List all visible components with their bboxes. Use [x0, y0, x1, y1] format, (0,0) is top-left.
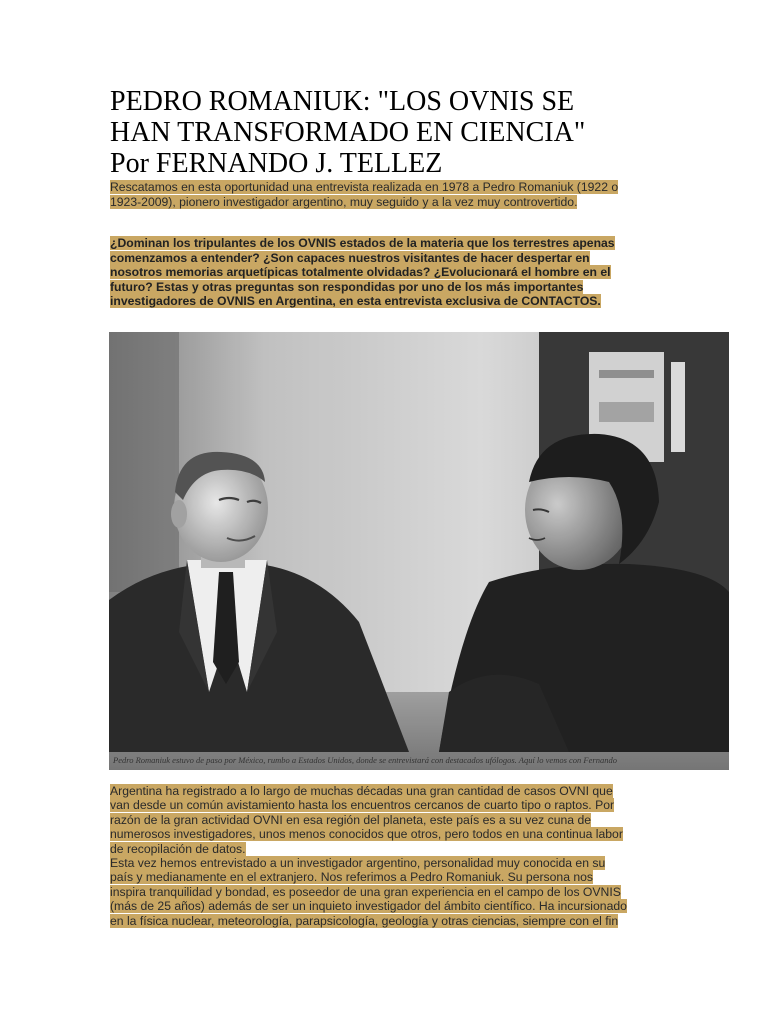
body-line: Argentina ha registrado a lo largo de muchas décadas una gran cantidad de casos OVNI que: [110, 784, 613, 798]
body-paragraphs: [110, 784, 660, 928]
photo-caption: Pedro Romaniuk estuvo de paso por México, rumbo a Estados Unidos, donde se entrevistará con destacados ufólogos. Aquí lo vemos con Fernando: [113, 755, 617, 765]
lead-paragraph: [110, 236, 655, 309]
body-line: (más de 25 años) además de ser un inquieto investigador del ámbito científico. Ha incursionado: [110, 899, 627, 914]
lead-line: comenzamos a entender? ¿Son capaces nuestros visitantes de hacer despertar en: [110, 250, 590, 265]
title-line: PEDRO ROMANIUK: "LOS OVNIS SE: [110, 86, 575, 117]
interview-photo: [109, 332, 729, 770]
lead-line: nosotros memorias arquetípicas totalmente olvidadas? ¿Evolucionará el hombre en el: [110, 265, 611, 280]
byline: Por FERNANDO J. TELLEZ: [110, 148, 443, 179]
body-line: de recopilación de datos.: [110, 841, 246, 856]
intro-line: 1923-2009), pionero investigador argentino, muy seguido y a la vez muy controvertido.: [110, 194, 578, 209]
lead-line: ¿Dominan los tripulantes de los OVNIS estados de la materia que los terrestres apenas: [110, 236, 615, 250]
body-line: Esta vez hemos entrevistado a un investigador argentino, personalidad muy conocida en su: [110, 856, 606, 871]
body-line: país y medianamente en el extranjero. Nos referimos a Pedro Romaniuk. Su persona nos: [110, 870, 594, 885]
title-line: HAN TRANSFORMADO EN CIENCIA": [110, 117, 586, 148]
intro-line: Rescatamos en esta oportunidad una entrevista realizada en 1978 a Pedro Romaniuk (1922 o: [110, 180, 619, 194]
intro-paragraph: [110, 180, 655, 209]
body-line: inspira tranquilidad y bondad, es poseedor de una gran experiencia en el campo de los OVNIS: [110, 884, 621, 899]
lead-line: investigadores de OVNIS en Argentina, en esta entrevista exclusiva de CONTACTOS.: [110, 294, 601, 309]
body-line: en la física nuclear, meteorología, parapsicología, geología y otras ciencias, siempre con el fin: [110, 913, 619, 928]
body-line: razón de la gran actividad OVNI en esa región del planeta, este país es a su vez cuna de: [110, 812, 592, 827]
body-line: numerosos investigadores, unos menos conocidos que otros, pero todos en una continua labor: [110, 827, 623, 842]
body-line: van desde un común avistamiento hasta los encuentros cercanos de cuarto tipo o raptos. Por: [110, 798, 615, 813]
article-title: [110, 86, 710, 179]
lead-line: futuro? Estas y otras preguntas son respondidas por uno de los más importantes: [110, 279, 584, 294]
